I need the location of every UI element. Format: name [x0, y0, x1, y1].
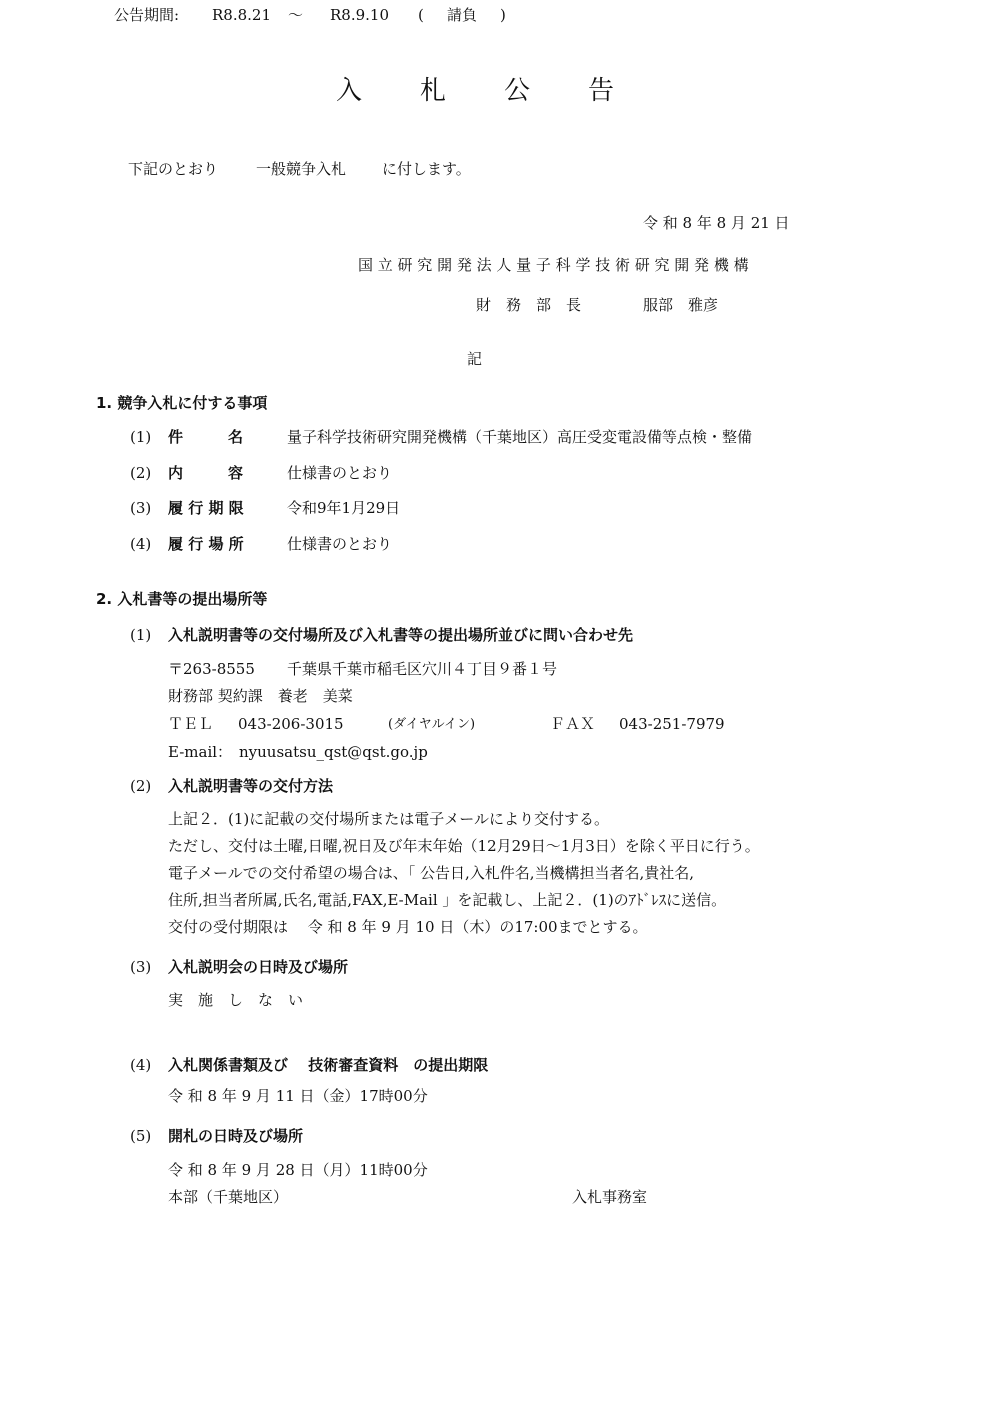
notice-period-separator: ～ [288, 6, 304, 24]
sub3-title: 入札説明会の日時及び場所 [168, 958, 349, 976]
tel-label: ＴＥＬ [168, 715, 214, 733]
item-3-value: 令和9年1月29日 [287, 499, 401, 517]
sub4-number: (4) [130, 1056, 152, 1074]
opening-place: 本部（千葉地区） [168, 1188, 289, 1206]
intro-part-1: 下記のとおり [128, 160, 219, 178]
sub5-title: 開札の日時及び場所 [168, 1127, 304, 1145]
sub2-number: (2) [130, 777, 152, 795]
section2-heading: 2. 入札書等の提出場所等 [96, 590, 268, 608]
submission-deadline: 令 和 8 年 9 月 11 日（金）17時00分 [168, 1087, 428, 1105]
page-title-char-1: 入 [336, 76, 363, 106]
item-3-number: (3) [130, 499, 152, 517]
contract-type-open: ( [418, 6, 424, 24]
notice-period-start: R8.8.21 [212, 6, 272, 24]
issue-date: 令 和 8 年 8 月 21 日 [643, 214, 790, 232]
issuer-organization: 国 立 研 究 開 発 法 人 量 子 科 学 技 術 研 究 開 発 機 構 [358, 256, 749, 274]
distribution-line-2: ただし、交付は土曜,日曜,祝日及び年末年始（12月29日～1月3日）を除く平日に行う。 [168, 837, 760, 855]
email-address: nyuusatsu_qst@qst.go.jp [239, 743, 428, 761]
page-title-char-3: 公 [504, 76, 531, 106]
distribution-line-3: 電子メールでの交付希望の場合は、「 公告日,入札件名,当機構担当者名,貴社名, [168, 864, 695, 882]
item-1-number: (1) [130, 428, 152, 446]
page-title-char-4: 告 [588, 76, 615, 106]
contract-type: 請負 [447, 6, 478, 24]
briefing-status: 実 施 し な い [168, 991, 304, 1009]
item-4-label: 履 行 場 所 [168, 535, 244, 553]
contract-type-close: ) [500, 6, 506, 24]
item-2-value: 仕様書のとおり [287, 464, 393, 482]
sub2-title: 入札説明書等の交付方法 [168, 777, 334, 795]
tel-number: 043-206-3015 [238, 715, 344, 733]
sub1-title: 入札説明書等の交付場所及び入札書等の提出場所並びに問い合わせ先 [168, 626, 634, 644]
fax-label: ＦＡＸ [550, 715, 596, 733]
item-1-value: 量子科学技術研究開発機構（千葉地区）高圧受変電設備等点検・整備 [287, 428, 753, 446]
distribution-line-5: 交付の受付期限は 令 和 8 年 9 月 10 日（木）の17:00までとする。 [168, 918, 648, 936]
sub1-number: (1) [130, 626, 152, 644]
contact-department: 財務部 契約課 養老 美菜 [168, 687, 353, 705]
item-1-label: 件 名 [168, 428, 244, 446]
sub3-number: (3) [130, 958, 152, 976]
ki-mark: 記 [467, 350, 483, 368]
fax-number: 043-251-7979 [619, 715, 725, 733]
email-label: E-mail： [168, 743, 233, 761]
issuer-name: 服部 雅彦 [643, 296, 719, 314]
item-4-number: (4) [130, 535, 152, 553]
item-3-label: 履 行 期 限 [168, 499, 244, 517]
notice-period-end: R8.9.10 [330, 6, 390, 24]
notice-period-label: 公告期間: [114, 6, 180, 24]
postal-code: 〒263-8555 [168, 660, 255, 678]
distribution-line-4: 住所,担当者所属,氏名,電話,FAX,E-Mail 」を記載し、上記２．(1)のｱﾄﾞﾚｽに送信。 [168, 891, 727, 909]
opening-datetime: 令 和 8 年 9 月 28 日（月）11時00分 [168, 1161, 428, 1179]
item-2-label: 内 容 [168, 464, 244, 482]
item-4-value: 仕様書のとおり [287, 535, 393, 553]
intro-part-3: に付します。 [382, 160, 471, 178]
opening-room: 入札事務室 [572, 1188, 648, 1206]
item-2-number: (2) [130, 464, 152, 482]
page-title-char-2: 札 [420, 76, 447, 106]
address: 千葉県千葉市稲毛区穴川４丁目９番１号 [287, 660, 558, 678]
issuer-position: 財 務 部 長 [476, 296, 582, 314]
distribution-line-1: 上記２．(1)に記載の交付場所または電子メールにより交付する。 [168, 810, 609, 828]
sub4-title: 入札関係書類及び 技術審査資料 の提出期限 [168, 1056, 489, 1074]
intro-part-2: 一般競争入札 [256, 160, 347, 178]
sub5-number: (5) [130, 1127, 152, 1145]
section1-heading: 1. 競争入札に付する事項 [96, 394, 268, 412]
tel-note: (ダイヤルイン) [388, 717, 476, 732]
